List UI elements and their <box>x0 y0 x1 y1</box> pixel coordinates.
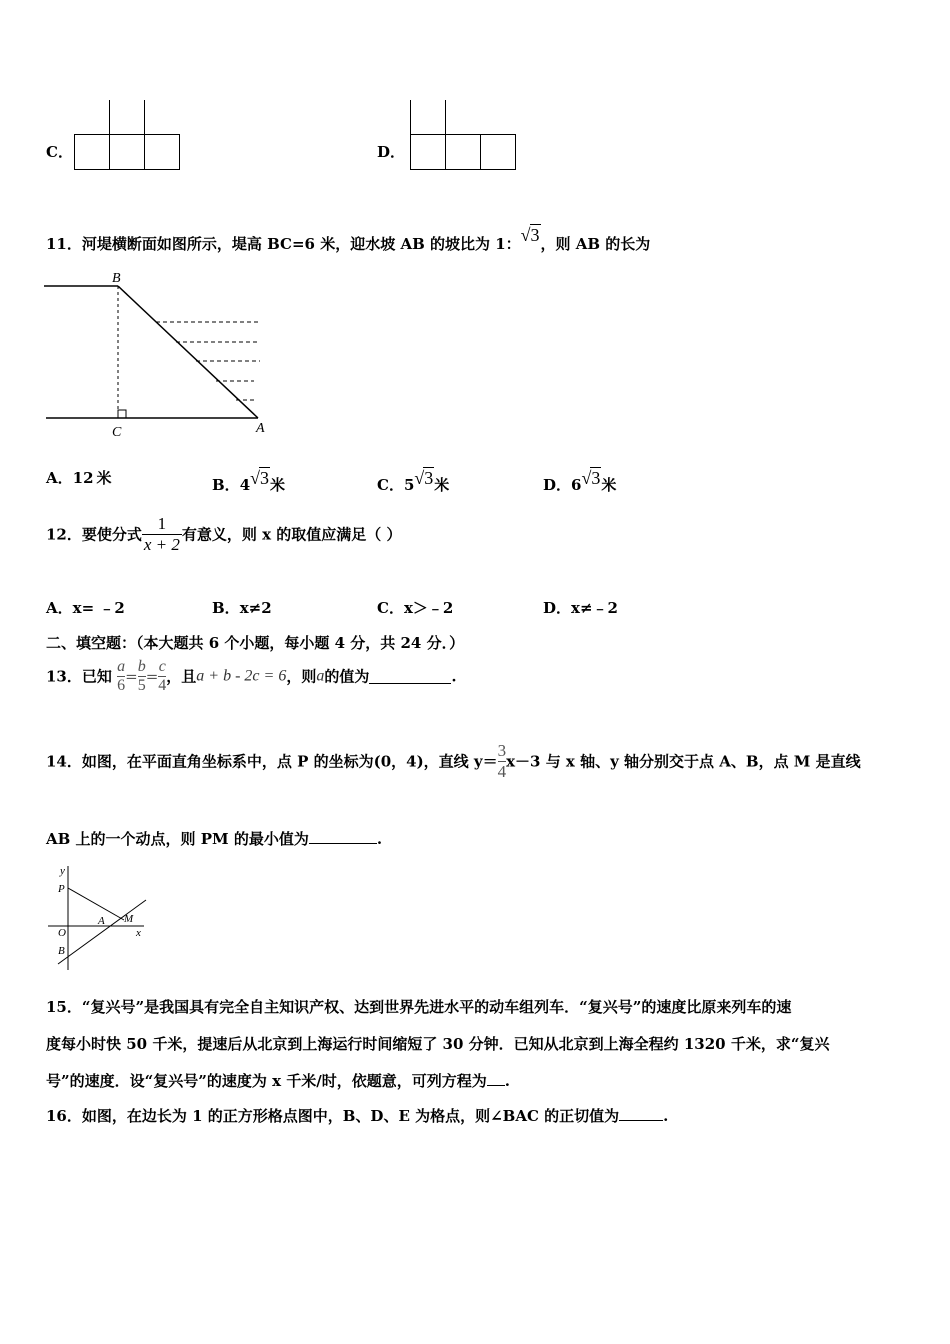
q13-frac-3-num: c <box>158 658 166 675</box>
q12-option-a-label: A． <box>46 599 73 617</box>
q11-embankment-figure <box>40 266 270 441</box>
q10-c-cell-2 <box>109 134 145 170</box>
q12-option-b <box>212 597 272 618</box>
q12-frac-num: 1 <box>157 514 167 533</box>
q14-text-a: 如图，在平面直角坐标系中，点 P 的坐标为(0，4)，直线 y＝ <box>81 752 498 771</box>
q12-option-d <box>543 597 618 618</box>
q11-option-c-sqrt: √3 <box>414 468 434 488</box>
q11-option-d <box>543 467 616 495</box>
q14-number: 14． <box>46 752 82 771</box>
q14-fraction <box>498 741 507 782</box>
q12-number: 12． <box>46 525 82 544</box>
q15-answer-blank[interactable] <box>487 1071 505 1086</box>
q11-option-b <box>212 467 285 495</box>
q13-frac-1 <box>117 658 125 695</box>
q11-option-a <box>46 467 112 488</box>
q12-text-a: 要使分式 <box>81 525 142 544</box>
q16-question <box>46 1105 668 1126</box>
q13-eq-1: = <box>125 667 138 686</box>
q14-segment-pm <box>68 888 124 920</box>
q14-label-y: y <box>60 865 65 877</box>
q14-question <box>46 741 861 782</box>
q14-label-x: x <box>136 927 141 939</box>
q11-number: 11． <box>46 235 82 253</box>
q13-frac-2-num: b <box>137 658 146 675</box>
q13-text-c: ，则 <box>286 667 317 686</box>
q11-option-c-label: C． <box>377 476 404 494</box>
q11-option-d-radicand: 3 <box>591 468 601 488</box>
q12-option-d-value: x≠﹣2 <box>571 599 618 617</box>
q13-text-d: 的值为 <box>324 667 370 686</box>
q11-option-d-label: D． <box>543 476 572 494</box>
q10-option-c-label: C． <box>46 143 73 161</box>
q11-label-a: A <box>256 421 265 436</box>
q16-answer-blank[interactable] <box>619 1106 663 1121</box>
q12-option-c-label: C． <box>377 599 404 617</box>
q14-question-line2 <box>46 828 382 849</box>
q11-slope-ab <box>118 286 258 418</box>
q15-line2: 度每小时快 50 千米，提速后从北京到上海运行时间缩短了 30 分钟．已知从北京到上海全程约 1320 千米，求“复兴 <box>46 1035 830 1053</box>
q15-line3-text: 号”的速度．设“复兴号”的速度为 x 千米/时，依题意，可列方程为 <box>46 1072 487 1090</box>
q14-label-b: B <box>58 945 65 957</box>
q11-option-b-radicand: 3 <box>260 468 270 488</box>
q11-option-a-unit: 米 <box>96 469 112 487</box>
q12-text-b: 有意义，则 x 的取值应满足（ ） <box>181 525 402 544</box>
q15-end: . <box>504 1072 510 1090</box>
q11-text-a: 河堤横断面如图所示，堤高 BC=6 米，迎水坡 AB 的坡比为 1： <box>81 235 521 253</box>
q14-end: . <box>376 830 383 848</box>
q10-option-d-label: D． <box>377 143 406 161</box>
section-2-title: 二、填空题：（本大题共 6 个小题，每小题 4 分，共 24 分．） <box>46 634 465 652</box>
q13-frac-3-den: 4 <box>158 677 167 694</box>
q10-d-cell-2 <box>445 134 481 170</box>
q14-label-a: A <box>98 915 105 927</box>
q11-label-b: B <box>112 271 121 286</box>
q14-coordinate-figure <box>44 860 154 972</box>
q10-c-cell-top <box>109 100 145 136</box>
q12-frac-den: x + 2 <box>143 535 180 554</box>
q11-option-a-value: 12 <box>72 469 94 487</box>
q12-option-d-label: D． <box>543 599 572 617</box>
q10-c-cell-1 <box>74 134 110 170</box>
q12-fraction <box>142 514 182 555</box>
q14-frac-num: 3 <box>497 741 507 760</box>
q11-right-angle-mark <box>118 410 126 418</box>
q13-question <box>46 658 457 695</box>
q11-option-c-coef: 5 <box>403 476 415 494</box>
q14-label-m: M <box>124 913 134 925</box>
q12-option-c-value: x＞﹣2 <box>403 599 454 617</box>
q12-option-c <box>377 597 453 618</box>
q11-option-b-label: B． <box>212 476 240 494</box>
q11-option-d-coef: 6 <box>571 476 582 494</box>
q14-label-o: O <box>58 927 66 939</box>
q14-label-p: P <box>58 883 65 895</box>
q11-option-b-unit: 米 <box>270 476 286 494</box>
q11-label-c: C <box>112 425 122 440</box>
q14-text-b: x－3 与 x 轴、y 轴分别交于点 A、B，点 M 是直线 <box>506 752 861 771</box>
q11-option-d-unit: 米 <box>601 476 617 494</box>
q13-frac-2 <box>138 658 146 695</box>
q13-number: 13． <box>46 667 82 686</box>
q13-variable: a <box>316 667 325 685</box>
q12-question <box>46 514 402 555</box>
q11-option-b-sqrt: √3 <box>250 468 270 488</box>
q12-option-b-label: B． <box>212 599 240 617</box>
q14-line2: AB 上的一个动点，则 PM 的最小值为 <box>46 830 309 848</box>
q13-end: . <box>451 667 457 686</box>
q11-option-c-radicand: 3 <box>424 468 434 488</box>
q12-option-a-value: x= ﹣2 <box>72 599 125 617</box>
q11-option-d-sqrt: √3 <box>581 468 601 488</box>
q13-frac-2-den: 5 <box>137 677 146 694</box>
q14-line-ab <box>58 900 146 964</box>
q11-question <box>46 224 650 254</box>
q16-end: . <box>663 1107 669 1125</box>
q11-option-b-coef: 4 <box>239 476 251 494</box>
q13-frac-1-num: a <box>117 658 126 675</box>
q15-line3 <box>46 1070 510 1091</box>
q14-answer-blank[interactable] <box>309 829 377 844</box>
q10-d-cell-top <box>410 100 446 136</box>
q11-option-c-unit: 米 <box>434 476 450 494</box>
q12-option-a <box>46 597 125 618</box>
q13-answer-blank[interactable] <box>369 669 451 684</box>
q11-option-c <box>377 467 449 495</box>
q12-option-b-value: x≠2 <box>239 599 272 617</box>
q10-c-cell-3 <box>144 134 180 170</box>
q13-eq-2: = <box>145 667 159 686</box>
q11-option-a-label: A． <box>46 469 73 487</box>
q13-text-a: 已知 <box>81 667 112 686</box>
q13-expression: a + b - 2c = 6 <box>196 667 287 685</box>
q10-d-cell-1 <box>410 134 446 170</box>
q11-text-b: ，则 AB 的长为 <box>540 235 651 253</box>
q11-sqrt-radicand: 3 <box>530 225 540 245</box>
q10-d-cell-3 <box>480 134 516 170</box>
q15-line1: 15．“复兴号”是我国具有完全自主知识产权、达到世界先进水平的动车组列车．“复兴号”的速度比原来列车的速 <box>46 998 792 1016</box>
q13-frac-1-den: 6 <box>117 677 126 694</box>
q11-sqrt: √3 <box>520 225 540 245</box>
q13-text-b: ，且 <box>166 667 197 686</box>
q14-frac-den: 4 <box>497 762 507 781</box>
q16-text: 16．如图，在边长为 1 的正方形格点图中，B、D、E 为格点，则∠BAC 的正切值为 <box>46 1107 620 1125</box>
